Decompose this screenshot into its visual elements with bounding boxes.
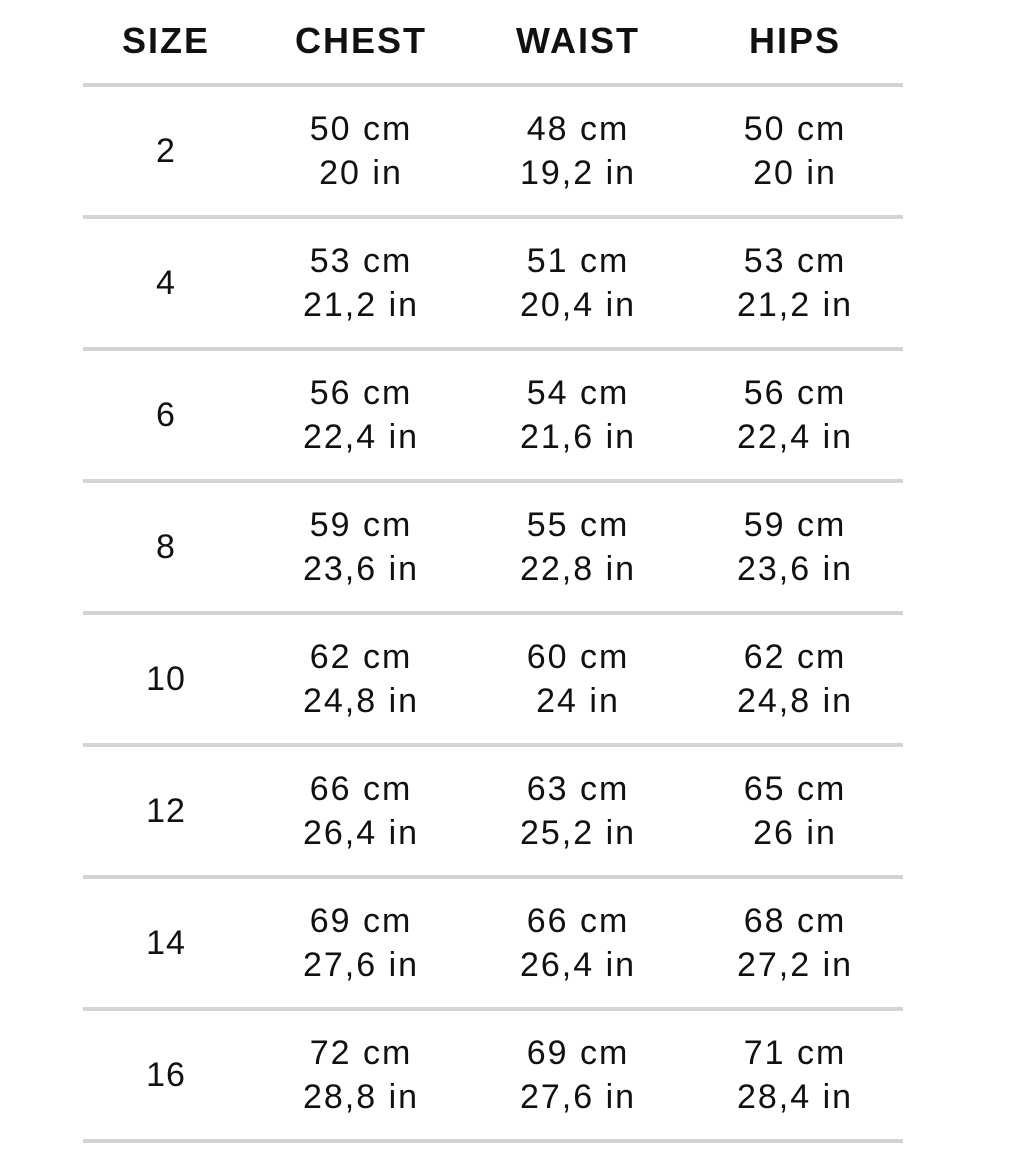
table-row — [83, 1011, 903, 1143]
chest-in-value: 24,8 in — [302, 682, 420, 720]
chest-measurement — [303, 899, 419, 987]
waist-cm-value: 54 cm — [526, 374, 630, 412]
hips-in-value: 27,2 in — [736, 946, 854, 984]
waist-cm-value: 66 cm — [526, 902, 630, 940]
hips-measurement — [737, 371, 853, 459]
hips-cm-value: 71 cm — [743, 1034, 847, 1072]
chest-cm-value: 50 cm — [309, 110, 413, 148]
hips-measurement — [737, 1031, 853, 1119]
waist-in-value: 19,2 in — [519, 154, 637, 192]
chest-measurement — [303, 635, 419, 723]
chest-cm-value: 69 cm — [309, 902, 413, 940]
waist-in-value: 21,6 in — [519, 418, 637, 456]
table-row — [83, 615, 903, 747]
waist-in-value: 22,8 in — [519, 550, 637, 588]
size-value: 14 — [146, 924, 186, 962]
hips-in-value: 28,4 in — [736, 1078, 854, 1116]
waist-measurement — [520, 371, 636, 459]
size-value: 6 — [156, 396, 176, 434]
hips-measurement — [744, 107, 847, 195]
table-row — [83, 219, 903, 351]
chest-cm-value: 66 cm — [309, 770, 413, 808]
waist-measurement — [520, 899, 636, 987]
waist-measurement — [520, 1031, 636, 1119]
chest-measurement — [310, 107, 413, 195]
waist-in-value: 27,6 in — [519, 1078, 637, 1116]
chest-measurement — [303, 239, 419, 327]
hips-cm-value: 56 cm — [743, 374, 847, 412]
waist-measurement — [527, 635, 630, 723]
table-row — [83, 747, 903, 879]
chest-measurement — [303, 371, 419, 459]
hips-measurement — [737, 239, 853, 327]
table-header-row — [83, 0, 903, 87]
chest-measurement — [303, 1031, 419, 1119]
chest-cm-value: 56 cm — [309, 374, 413, 412]
chest-measurement — [303, 503, 419, 591]
waist-cm-value: 48 cm — [526, 110, 630, 148]
size-value: 12 — [146, 792, 186, 830]
waist-measurement — [520, 767, 636, 855]
header-size: SIZE — [121, 20, 211, 61]
hips-in-value: 20 in — [753, 154, 837, 192]
hips-measurement — [737, 635, 853, 723]
chest-in-value: 23,6 in — [302, 550, 420, 588]
table-row — [83, 351, 903, 483]
chest-in-value: 22,4 in — [302, 418, 420, 456]
header-hips: HIPS — [748, 20, 842, 61]
table-row — [83, 879, 903, 1011]
chest-in-value: 26,4 in — [302, 814, 420, 852]
chest-in-value: 28,8 in — [302, 1078, 420, 1116]
waist-in-value: 25,2 in — [519, 814, 637, 852]
chest-in-value: 21,2 in — [302, 286, 420, 324]
waist-cm-value: 60 cm — [526, 638, 630, 676]
table-body — [83, 87, 903, 1143]
waist-measurement — [520, 503, 636, 591]
chest-cm-value: 53 cm — [309, 242, 413, 280]
waist-in-value: 26,4 in — [519, 946, 637, 984]
waist-cm-value: 55 cm — [526, 506, 630, 544]
size-value: 10 — [146, 660, 186, 698]
hips-cm-value: 68 cm — [743, 902, 847, 940]
waist-measurement — [520, 239, 636, 327]
size-value: 4 — [156, 264, 176, 302]
waist-measurement — [520, 107, 636, 195]
hips-in-value: 23,6 in — [736, 550, 854, 588]
chest-measurement — [303, 767, 419, 855]
hips-cm-value: 59 cm — [743, 506, 847, 544]
hips-measurement — [744, 767, 847, 855]
size-value: 8 — [156, 528, 176, 566]
hips-measurement — [737, 503, 853, 591]
chest-cm-value: 59 cm — [309, 506, 413, 544]
waist-in-value: 20,4 in — [519, 286, 637, 324]
waist-cm-value: 51 cm — [526, 242, 630, 280]
header-chest: CHEST — [294, 20, 428, 61]
hips-in-value: 26 in — [753, 814, 837, 852]
table-row — [83, 87, 903, 219]
table-row — [83, 483, 903, 615]
hips-cm-value: 65 cm — [743, 770, 847, 808]
hips-measurement — [737, 899, 853, 987]
header-waist: WAIST — [516, 20, 640, 61]
hips-cm-value: 62 cm — [743, 638, 847, 676]
hips-in-value: 24,8 in — [736, 682, 854, 720]
chest-cm-value: 62 cm — [309, 638, 413, 676]
waist-in-value: 24 in — [536, 682, 620, 720]
waist-cm-value: 63 cm — [526, 770, 630, 808]
hips-cm-value: 53 cm — [743, 242, 847, 280]
waist-cm-value: 69 cm — [526, 1034, 630, 1072]
hips-in-value: 22,4 in — [736, 418, 854, 456]
size-value: 16 — [146, 1056, 186, 1094]
chest-in-value: 27,6 in — [302, 946, 420, 984]
chest-in-value: 20 in — [319, 154, 403, 192]
size-value: 2 — [156, 132, 176, 170]
hips-in-value: 21,2 in — [736, 286, 854, 324]
size-chart-table — [83, 0, 903, 1143]
hips-cm-value: 50 cm — [743, 110, 847, 148]
chest-cm-value: 72 cm — [309, 1034, 413, 1072]
